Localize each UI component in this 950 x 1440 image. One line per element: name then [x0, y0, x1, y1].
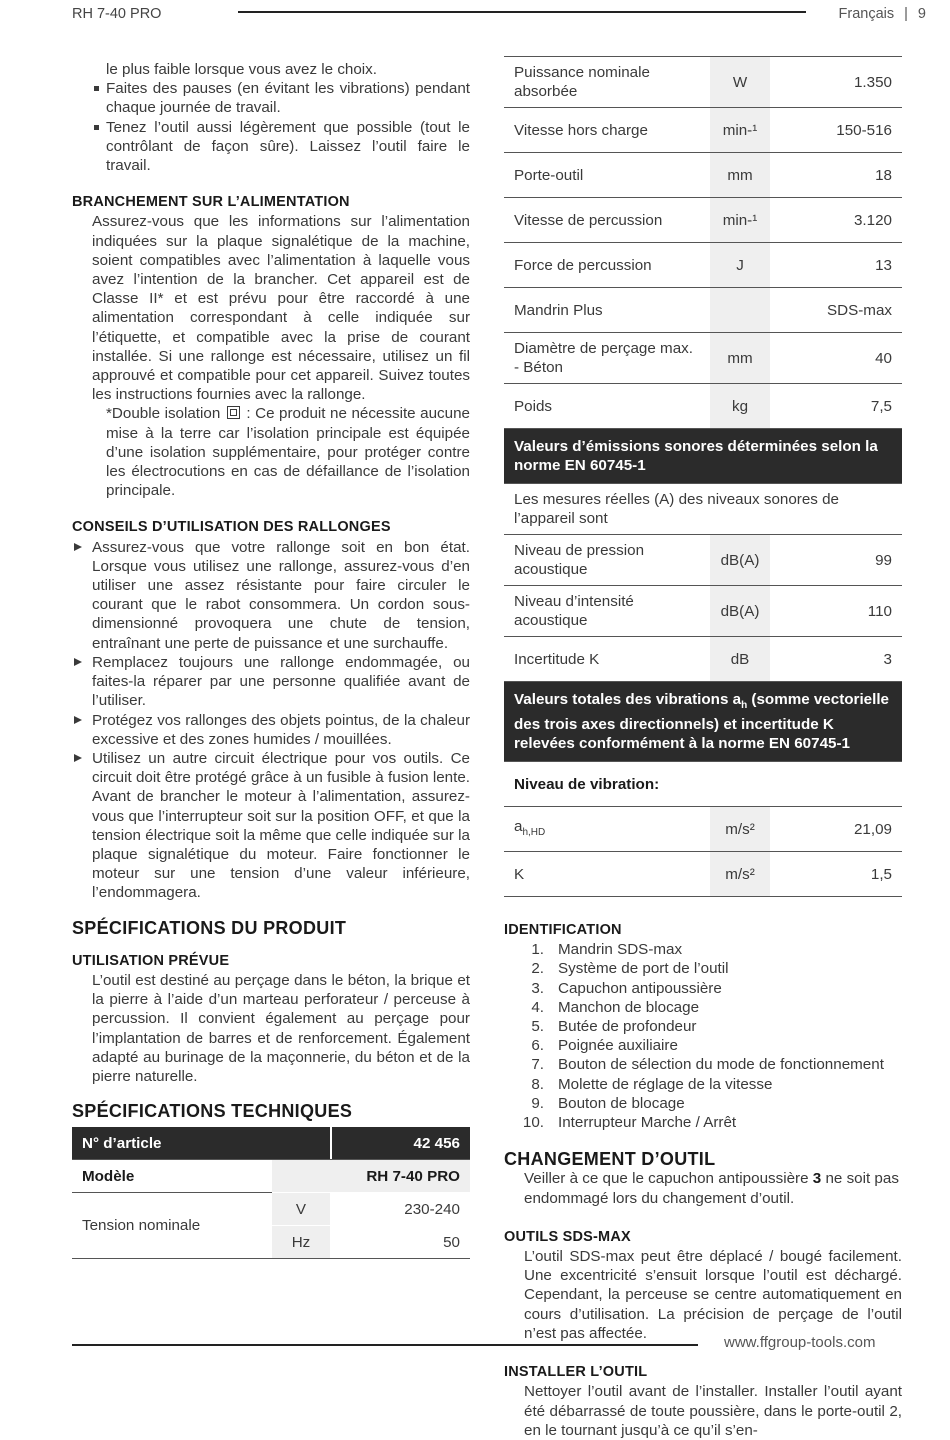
- vibration-level-label: Niveau de vibration:: [504, 762, 902, 807]
- list-item: 3. Capuchon antipoussière: [531, 979, 722, 997]
- list-item: Assurez-vous que votre rallonge soit en bon état. Lorsque vous utilisez une rallonge, assurez-vous d’en utiliser une assez résistante pour faire circuler le courant que le rabot consommera. Un cordon sous-dimensionné provoquera une chute de tension, entraînant une perte de puissance et une surchauffe.: [72, 538, 470, 653]
- list-item: 9. Bouton de blocage: [531, 1094, 685, 1112]
- frequency-unit: Hz: [272, 1226, 330, 1259]
- table-row: [72, 1160, 470, 1193]
- table-row: [72, 1193, 470, 1226]
- list-item: 1. Mandrin SDS-max: [531, 941, 683, 959]
- continued-bullets: [72, 79, 470, 175]
- section-title-spec-tech: SPÉCIFICATIONS TECHNIQUES: [72, 1101, 353, 1122]
- tension-label: Tension nominale: [72, 1193, 272, 1259]
- section-title-installer: INSTALLER L’OUTIL: [504, 1364, 648, 1381]
- list-item: 4. Manchon de blocage: [531, 998, 700, 1016]
- table-row: [72, 1127, 470, 1160]
- list-item: Utilisez un autre circuit électrique pour vos outils. Ce circuit doit être protégé grâce à un fusible à fusion lente. Avant de brancher le moteur à l’alimentation, assurez-vous que l’interrupteur soit sur la position OFF, et que la tension électrique soit la même que celle indiquée sur la plaque signalétique du moteur. Faire fonctionner le moteur sur une tension d’une valeur inférieure, l’endommagera.: [72, 749, 470, 903]
- list-item: Protégez vos rallonges des objets pointus, de la chaleur excessive et des zones humides / mouillées.: [72, 711, 470, 749]
- spec-table: [504, 56, 902, 897]
- list-item: Faites des pauses (en évitant les vibrations) pendant chaque journée de travail.: [72, 79, 470, 117]
- table-row: Vitesse hors charge min-¹ 150-516: [504, 108, 902, 153]
- header-language: Français: [838, 6, 895, 22]
- branchement-text: Assurez-vous que les informations sur l’alimentation indiquées sur la plaque signalétique de la machine, soient compatibles avec l’alimentation à laquelle vous avez l’intention de la brancher. Cet appareil est de Classe II* et est prévu pour être raccordé à une alimentation correspondant à celle indiquée sur l’étiquette, et compatible avec la prise de courant installée. Si une rallonge est nécessaire, utilisez un fil approuvé et compatible pour cet appareil. Suivez toutes les instructions fournies avec la rallonge.: [92, 213, 470, 404]
- list-item: 10. Interrupteur Marche / Arrêt: [522, 1114, 737, 1132]
- conseils-list: [72, 538, 470, 903]
- header-model: RH 7-40 PRO: [72, 6, 162, 22]
- double-isolation-icon: [227, 406, 240, 419]
- table-row: Incertitude K dB 3: [504, 637, 902, 682]
- article-value: 42 456: [332, 1127, 470, 1160]
- table-row: Porte-outil mm 18: [504, 153, 902, 198]
- section-title-changement: CHANGEMENT D’OUTIL: [504, 1149, 716, 1170]
- utilisation-text: L’outil est destiné au perçage dans le béton, la brique et la pierre à l’aide d’un marteau perforateur / perceuse à percussion. Il convient également au perçage pour l’implantation de barres et de renforcement. Également adapté au burinage de la maçonnerie, du béton et de la pierre naturelle.: [92, 971, 470, 1085]
- installer-text: Nettoyer l’outil avant de l’installer. Installer l’outil ayant été débarrassé de toute poussière, dans le porte-outil 2, en le tournant jusqu’à ce qu’il s’en-: [524, 1383, 902, 1439]
- vibration-header: Valeurs totales des vibrations $a_h$ (somme vectorielle des trois axes directionnels) et incertitude K relevées conformément à la norme EN 60745-1: [504, 682, 902, 762]
- double-isolation-note: *Double isolation : Ce produit ne nécessite aucune mise à la terre car l’isolation principale est équipée d’une isolation supplémentaire, pour protéger contre les électrocutions en cas de défaillance de l’isolation principale.: [106, 405, 470, 500]
- list-item: 2. Système de port de l’outil: [531, 960, 729, 978]
- table-row: Force de percussion J 13: [504, 243, 902, 288]
- header-rule: [238, 11, 806, 13]
- article-label: N° d’article: [72, 1127, 330, 1160]
- list-item: 5. Butée de profondeur: [531, 1018, 697, 1036]
- header-right: [839, 6, 926, 22]
- page-number: 9: [917, 6, 926, 22]
- footer-url: www.ffgroup-tools.com: [724, 1334, 876, 1351]
- table-row: Diamètre de perçage max. - Béton mm 40: [504, 333, 902, 384]
- table-row: $a_{h,HD}$ m/s² 21,09: [504, 807, 902, 852]
- tension-value: 230-240: [330, 1193, 470, 1226]
- table-row: Mandrin Plus SDS-max: [504, 288, 902, 333]
- table-row: [504, 484, 902, 535]
- spec-rows: [504, 57, 902, 429]
- frequency-value: 50: [330, 1226, 470, 1259]
- left-column: [72, 60, 470, 1259]
- tech-table: [72, 1127, 470, 1259]
- identification-list: [504, 940, 902, 1132]
- table-row: [504, 762, 902, 807]
- model-value: RH 7-40 PRO: [272, 1160, 470, 1193]
- table-row: Puissance nominale absorbée W 1.350: [504, 57, 902, 108]
- continued-line: le plus faible lorsque vous avez le choix.: [106, 61, 377, 78]
- section-title-spec-produit: SPÉCIFICATIONS DU PRODUIT: [72, 917, 347, 938]
- table-row: Poids kg 7,5: [504, 384, 902, 429]
- list-item: 7. Bouton de sélection du mode de fonctionnement: [531, 1056, 884, 1074]
- table-row: [504, 682, 902, 762]
- section-title-identification: IDENTIFICATION: [504, 922, 622, 939]
- section-title-outils: OUTILS SDS-MAX: [504, 1228, 631, 1245]
- list-item: Tenez l’outil aussi légèrement que possible (tout le contrôlant de façon sûre). Laissez l’outil faire le travail.: [72, 118, 470, 176]
- sound-header: Valeurs d’émissions sonores déterminées selon la norme EN 60745-1: [504, 429, 902, 484]
- right-column: [504, 56, 902, 1440]
- outils-text: L’outil SDS-max peut être déplacé / bougé facilement. Une excentricité s’ensuit lorsque l’outil est déchargé. Cependant, la perceuse se centre automatiquement en cours d’utilisation. La précision de perçage de l’outil n’est pas affectée.: [524, 1248, 902, 1342]
- section-title-branchement: BRANCHEMENT SUR L’ALIMENTATION: [72, 194, 350, 211]
- list-item: 8. Molette de réglage de la vitesse: [531, 1075, 773, 1093]
- changement-text: Veiller à ce que le capuchon antipoussière 3 ne soit pas endommagé lors du changement d’outil.: [524, 1170, 899, 1207]
- table-row: Vitesse de percussion min-¹ 3.120: [504, 198, 902, 243]
- model-label: Modèle: [72, 1160, 272, 1193]
- footer-rule: [72, 1344, 698, 1346]
- tension-unit: V: [272, 1193, 330, 1226]
- list-item: 6. Poignée auxiliaire: [531, 1037, 678, 1055]
- section-title-utilisation: UTILISATION PRÉVUE: [72, 952, 230, 969]
- table-row: [504, 429, 902, 484]
- table-row: K m/s² 1,5: [504, 852, 902, 897]
- table-row: Niveau de pression acoustique dB(A) 99: [504, 535, 902, 586]
- header-separator: |: [904, 6, 908, 22]
- sound-note: Les mesures réelles (A) des niveaux sonores de l’appareil sont: [504, 484, 902, 535]
- table-row: Niveau d’intensité acoustique dB(A) 110: [504, 586, 902, 637]
- list-item: Remplacez toujours une rallonge endommagée, ou faites-la réparer par une personne qualifiée avant de l’utiliser.: [72, 653, 470, 711]
- section-title-conseils: CONSEILS D’UTILISATION DES RALLONGES: [72, 519, 391, 536]
